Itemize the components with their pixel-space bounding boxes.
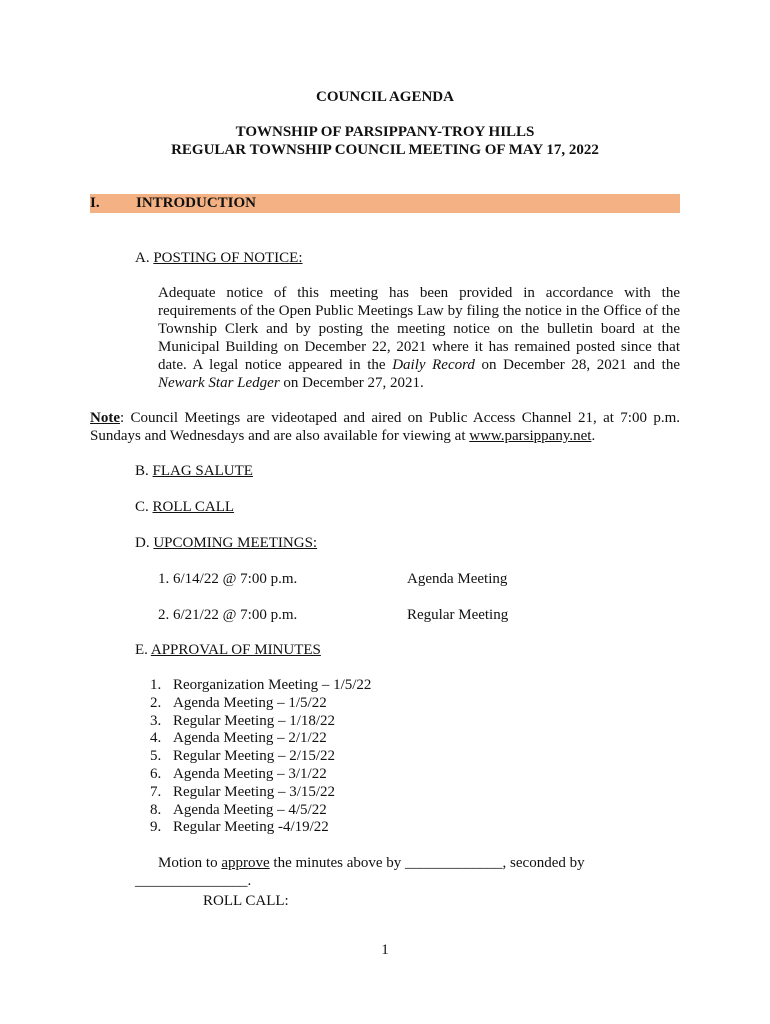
upcoming-meeting-row [158,607,297,624]
item-e-label: APPROVAL OF MINUTES [150,642,321,658]
item-a [135,250,303,267]
page-number: 1 [381,942,389,958]
meeting-when: 6/14/22 @ 7:00 p.m. [173,571,298,587]
list-item: 8. Agenda Meeting – 4/5/22 [150,801,327,818]
list-item: 2. Agenda Meeting – 1/5/22 [150,694,327,711]
meeting-num: 1. [158,571,170,587]
notice-text-3: on December 27, 2021. [279,375,424,391]
daily-record: Daily Record [392,357,475,373]
list-item: 1. Reorganization Meeting – 1/5/22 [150,677,372,693]
item-a-letter: A. [135,250,150,266]
list-item: 9. Regular Meeting -4/19/22 [150,819,329,836]
notice-text-1: Adequate notice of this meeting has been provided in accordance with the requirements of the Open Public Meetings Law by filing the notice in the Office of the Township Clerk and by posting the meeting notice on the bulletin board at the Municipal Building on December 22, 2021 where it has remained posted since that date. A legal notice appeared in the [158,285,680,373]
item-e-letter: E. [135,642,148,658]
list-item: 6. Agenda Meeting – 3/1/22 [150,765,327,782]
note-text-2: . [591,428,596,444]
upcoming-meeting-row [158,571,297,588]
meeting-type: Regular Meeting [407,607,509,623]
item-d [135,535,317,552]
item-b [135,463,253,480]
item-c-letter: C. [135,499,149,515]
township-name: TOWNSHIP OF PARSIPPANY-TROY HILLS [235,124,535,140]
list-item: 4. Agenda Meeting – 2/1/22 [150,730,327,747]
section-title: INTRODUCTION [136,195,257,211]
seconded-blank: _______________. [135,873,252,889]
motion-line: Motion to approve the minutes above by _____________, seconded by [158,855,585,871]
item-b-label: FLAG SALUTE [152,463,253,479]
item-c [135,499,234,516]
section-number: I. [90,195,100,211]
list-item: 5. Regular Meeting – 2/15/22 [150,748,336,765]
approve-word: approve [221,855,270,871]
item-d-letter: D. [135,535,150,551]
note-text-1: : Council Meetings are videotaped and aired on Public Access Channel 21, at 7:00 p.m. Sundays and Wednesdays and are also available for viewing at [90,410,680,444]
note-label: Note [90,410,120,426]
website-link[interactable]: www.parsippany.net [469,428,592,444]
meeting-type: Agenda Meeting [407,571,508,587]
notice-text-2: on December 28, 2021 and the [474,357,680,373]
notice-paragraph [158,284,680,392]
roll-call-label: ROLL CALL: [203,893,289,909]
list-item: 7. Regular Meeting – 3/15/22 [150,783,336,800]
item-a-label: POSTING OF NOTICE: [153,250,303,266]
item-b-letter: B. [135,463,149,479]
agenda-title: COUNCIL AGENDA [316,89,454,105]
meeting-title: REGULAR TOWNSHIP COUNCIL MEETING OF MAY 17, 2022 [171,142,599,158]
note-paragraph [90,409,680,445]
item-d-label: UPCOMING MEETINGS: [153,535,318,551]
list-item: 3. Regular Meeting – 1/18/22 [150,712,336,729]
meeting-num: 2. [158,607,170,623]
item-c-label: ROLL CALL [152,499,235,515]
meeting-when: 6/21/22 @ 7:00 p.m. [173,607,298,623]
newark-star-ledger: Newark Star Ledger [158,375,280,391]
minutes-list [150,677,371,837]
item-e [135,642,321,659]
